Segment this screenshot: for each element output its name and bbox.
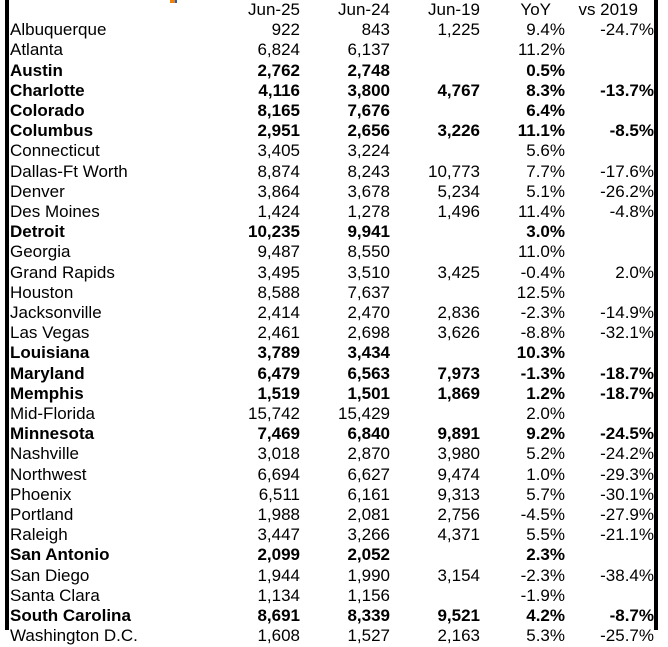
table-row (10, 364, 654, 384)
cell-vs-2019 (565, 61, 654, 81)
table-body (10, 20, 654, 646)
table-row (10, 20, 654, 40)
cell-yoy: 5.2% (526, 444, 565, 464)
table-row (10, 404, 654, 424)
metrics-table (10, 0, 654, 647)
cell-yoy: 11.4% (518, 202, 565, 222)
cell-vs-2019: -13.7% (600, 80, 654, 100)
cell-yoy: 0.5% (526, 60, 565, 80)
cell-jun-19: 10,773 (428, 161, 480, 181)
cell-vs-2019 (565, 283, 654, 303)
cell-jun-19: 9,474 (437, 464, 480, 484)
cell-vs-2019: -21.1% (600, 525, 654, 545)
table-row (10, 465, 654, 485)
cell-market: Connecticut (10, 141, 100, 161)
cell-vs-2019: -27.9% (600, 505, 654, 525)
cell-yoy: -2.3% (520, 565, 565, 585)
cell-market: Louisiana (10, 343, 90, 363)
cell-jun-19: 3,226 (437, 121, 480, 141)
cell-jun-24: 6,627 (347, 464, 390, 484)
cell-vs-2019 (565, 343, 654, 363)
cell-jun-24: 1,501 (347, 383, 390, 403)
table-row (10, 525, 654, 545)
cell-yoy: 12.5% (516, 282, 565, 302)
cell-vs-2019 (565, 101, 654, 121)
table-row (10, 566, 654, 586)
cell-jun-24: 3,678 (347, 181, 390, 201)
table-row (10, 121, 654, 141)
cell-jun-24: 7,676 (347, 101, 390, 121)
cell-vs-2019: -14.9% (600, 303, 654, 323)
cell-jun-19 (390, 283, 480, 303)
cell-jun-24: 6,137 (347, 40, 390, 60)
cell-jun-24: 843 (361, 20, 390, 40)
cell-market: Albuquerque (10, 20, 107, 40)
cell-vs-2019 (565, 40, 654, 60)
cell-jun-24: 6,161 (347, 484, 390, 504)
cell-vs-2019 (565, 222, 654, 242)
cell-jun-24: 8,243 (347, 161, 390, 181)
cell-jun-24: 1,990 (347, 565, 390, 585)
cell-jun-25: 2,414 (257, 303, 300, 323)
cell-jun-24: 1,156 (347, 585, 390, 605)
cell-market: Nashville (10, 444, 79, 464)
cell-jun-24: 2,698 (347, 323, 390, 343)
cell-jun-25: 3,495 (257, 262, 300, 282)
table-row (10, 162, 654, 182)
cell-market: San Antonio (10, 545, 110, 565)
cell-jun-24: 3,266 (347, 525, 390, 545)
cell-jun-19 (390, 222, 480, 242)
cell-jun-19: 1,496 (437, 202, 480, 222)
cell-yoy: 11.2% (518, 40, 565, 60)
cell-market: Atlanta (10, 40, 63, 60)
cell-yoy: 2.3% (526, 545, 565, 565)
cell-jun-25: 10,235 (248, 222, 300, 242)
column-header-jun-24: Jun-24 (338, 0, 390, 19)
table-row (10, 303, 654, 323)
cell-vs-2019: -17.6% (600, 161, 654, 181)
cell-jun-24: 1,278 (347, 202, 390, 222)
cell-vs-2019: -24.2% (600, 444, 654, 464)
cell-jun-25: 1,134 (257, 585, 300, 605)
cell-yoy: 9.2% (526, 424, 565, 444)
table-header (10, 0, 654, 20)
cell-jun-25: 8,588 (257, 282, 300, 302)
cell-jun-19: 3,154 (437, 565, 480, 585)
cell-market: Columbus (10, 121, 94, 141)
table-row (10, 141, 654, 161)
cell-jun-24: 9,941 (347, 222, 390, 242)
table-row (10, 424, 654, 444)
cell-yoy: 9.4% (526, 20, 565, 40)
cell-jun-25: 4,116 (258, 80, 300, 100)
cell-market: Dallas-Ft Worth (10, 161, 128, 181)
cell-yoy: -0.4% (520, 262, 565, 282)
cell-vs-2019: -26.2% (600, 181, 654, 201)
cell-jun-24: 3,224 (347, 141, 390, 161)
cell-yoy: 11.0% (518, 242, 565, 262)
cell-jun-25: 2,461 (257, 323, 300, 343)
cell-jun-25: 15,742 (248, 404, 300, 424)
cell-jun-24: 8,339 (347, 606, 390, 626)
cell-market: Raleigh (10, 525, 68, 545)
cell-vs-2019 (565, 141, 654, 161)
cell-vs-2019: -24.7% (600, 20, 654, 40)
cell-vs-2019 (565, 545, 654, 565)
cell-jun-24: 2,081 (347, 505, 390, 525)
cell-market: Maryland (10, 363, 85, 383)
cell-jun-25: 8,165 (257, 101, 300, 121)
cell-vs-2019: 2.0% (615, 262, 654, 282)
cell-vs-2019: -38.4% (600, 565, 654, 585)
cell-jun-24: 2,748 (347, 60, 390, 80)
cell-jun-24: 3,434 (347, 343, 390, 363)
cell-vs-2019: -8.7% (609, 606, 654, 626)
cell-market: Houston (10, 282, 74, 302)
table-row (10, 61, 654, 81)
data-table-container (10, 0, 654, 646)
cell-jun-24: 2,052 (347, 545, 390, 565)
cell-market: Washington D.C. (10, 626, 138, 646)
table-row (10, 323, 654, 343)
cell-vs-2019 (565, 404, 654, 424)
cell-yoy: 2.0% (526, 404, 565, 424)
cell-jun-25: 1,424 (257, 202, 300, 222)
cell-vs-2019: -4.8% (609, 202, 654, 222)
cell-jun-24: 7,637 (347, 282, 390, 302)
cell-vs-2019: -32.1% (600, 323, 654, 343)
cell-yoy: -8.8% (520, 323, 565, 343)
cell-jun-19 (390, 545, 480, 565)
cell-jun-25: 3,018 (257, 444, 300, 464)
table-row (10, 586, 654, 606)
table-row (10, 222, 654, 242)
cell-jun-19: 9,313 (437, 484, 480, 504)
cell-vs-2019: -25.7% (600, 626, 654, 646)
cell-jun-19: 1,869 (437, 383, 480, 403)
cell-jun-19: 3,425 (437, 262, 480, 282)
cell-jun-25: 3,447 (257, 525, 300, 545)
cell-jun-25: 8,691 (257, 606, 300, 626)
cell-jun-19: 9,521 (437, 606, 480, 626)
cell-yoy: -2.3% (520, 303, 565, 323)
table-row (10, 81, 654, 101)
table-row (10, 626, 654, 646)
cell-jun-25: 1,608 (257, 626, 300, 646)
cell-jun-25: 8,874 (257, 161, 300, 181)
cell-yoy: 5.6% (526, 141, 565, 161)
cell-yoy: 4.2% (526, 606, 565, 626)
cell-jun-25: 1,988 (257, 505, 300, 525)
cell-market: San Diego (10, 565, 90, 585)
cell-vs-2019: -8.5% (609, 121, 654, 141)
table-header-row (10, 0, 654, 20)
cell-market: Grand Rapids (10, 262, 115, 282)
cell-jun-19 (390, 586, 480, 606)
table-row (10, 40, 654, 60)
slide-frame-border-right (654, 0, 658, 630)
cell-jun-19: 1,225 (437, 20, 480, 40)
cell-market: South Carolina (10, 606, 131, 626)
cell-jun-25: 6,479 (257, 363, 300, 383)
table-row (10, 202, 654, 222)
cell-yoy: -1.3% (520, 363, 565, 383)
column-header-vs-2019: vs 2019 (578, 0, 638, 19)
cell-jun-25: 1,944 (257, 565, 300, 585)
cell-yoy: 1.0% (526, 464, 565, 484)
cell-jun-19: 2,756 (437, 505, 480, 525)
cell-jun-25: 3,789 (257, 343, 300, 363)
cell-jun-25: 922 (271, 20, 300, 40)
table-row (10, 545, 654, 565)
slide-frame-border-left (5, 0, 9, 630)
table-row (10, 242, 654, 262)
cell-yoy: -4.5% (520, 505, 565, 525)
column-header-jun-25: Jun-25 (248, 0, 300, 19)
cell-vs-2019 (565, 586, 654, 606)
cell-jun-19: 3,626 (437, 323, 480, 343)
cell-market: Phoenix (10, 484, 72, 504)
cell-jun-25: 6,824 (257, 40, 300, 60)
cell-jun-24: 8,550 (347, 242, 390, 262)
cell-market: Jacksonville (10, 303, 102, 323)
cell-yoy: 10.3% (516, 343, 565, 363)
column-header-yoy: YoY (520, 0, 551, 19)
cell-jun-24: 2,870 (347, 444, 390, 464)
cell-jun-19: 9,891 (437, 424, 480, 444)
cell-jun-25: 3,405 (257, 141, 300, 161)
cell-jun-19 (390, 40, 480, 60)
cell-yoy: 5.1% (526, 181, 565, 201)
cell-market: Northwest (10, 464, 87, 484)
cell-jun-19: 5,234 (437, 181, 480, 201)
cell-jun-25: 2,951 (257, 121, 300, 141)
cell-market: Memphis (10, 383, 84, 403)
cell-market: Colorado (10, 101, 85, 121)
cell-market: Las Vegas (10, 323, 90, 343)
cell-jun-19: 2,163 (437, 626, 480, 646)
cell-jun-25: 6,511 (258, 484, 300, 504)
cell-yoy: 3.0% (526, 222, 565, 242)
table-row (10, 182, 654, 202)
table-row (10, 384, 654, 404)
cell-vs-2019: -30.1% (600, 484, 654, 504)
cell-yoy: 6.4% (526, 101, 565, 121)
table-row (10, 283, 654, 303)
cell-jun-19 (390, 242, 480, 262)
cell-vs-2019: -29.3% (600, 464, 654, 484)
cell-yoy: -1.9% (520, 585, 565, 605)
table-row (10, 606, 654, 626)
cell-yoy: 11.1% (517, 121, 565, 141)
table-row (10, 343, 654, 363)
cell-jun-24: 6,563 (347, 363, 390, 383)
table-row (10, 485, 654, 505)
cell-jun-19 (390, 101, 480, 121)
cell-jun-24: 3,510 (347, 262, 390, 282)
cell-jun-19: 4,767 (437, 80, 480, 100)
cell-jun-25: 3,864 (257, 181, 300, 201)
cell-yoy: 5.5% (526, 525, 565, 545)
column-header-market (10, 0, 210, 20)
column-header-jun-19: Jun-19 (428, 0, 480, 19)
cell-jun-24: 15,429 (338, 404, 390, 424)
cell-yoy: 7.7% (526, 161, 565, 181)
cell-market: Mid-Florida (10, 404, 96, 424)
cell-market: Detroit (10, 222, 65, 242)
cell-market: Minnesota (10, 424, 95, 444)
cell-yoy: 8.3% (526, 80, 565, 100)
cell-jun-24: 2,470 (347, 303, 390, 323)
cell-jun-25: 2,762 (257, 60, 300, 80)
cell-market: Charlotte (10, 80, 85, 100)
table-row (10, 505, 654, 525)
cell-market: Georgia (10, 242, 71, 262)
cell-yoy: 5.7% (526, 484, 565, 504)
cell-jun-24: 6,840 (347, 424, 390, 444)
cell-jun-25: 9,487 (257, 242, 300, 262)
cell-vs-2019 (565, 242, 654, 262)
cell-jun-24: 2,656 (347, 121, 390, 141)
cell-jun-25: 6,694 (257, 464, 300, 484)
cell-yoy: 5.3% (526, 626, 565, 646)
cell-jun-19: 4,371 (437, 525, 480, 545)
cell-market: Santa Clara (10, 585, 100, 605)
table-row (10, 263, 654, 283)
cell-jun-25: 2,099 (257, 545, 300, 565)
cell-market: Denver (10, 181, 65, 201)
cell-vs-2019: -18.7% (600, 363, 654, 383)
cell-jun-24: 3,800 (347, 80, 390, 100)
cell-jun-19: 2,836 (437, 303, 480, 323)
cell-jun-19 (390, 141, 480, 161)
cell-jun-19 (390, 404, 480, 424)
cell-jun-19 (390, 61, 480, 81)
cell-vs-2019: -24.5% (600, 424, 654, 444)
cell-jun-19: 3,980 (437, 444, 480, 464)
cell-vs-2019: -18.7% (600, 383, 654, 403)
cell-yoy: 1.2% (526, 383, 565, 403)
table-row (10, 444, 654, 464)
cell-jun-25: 1,519 (257, 383, 300, 403)
cell-market: Portland (10, 505, 74, 525)
cell-jun-19 (390, 343, 480, 363)
cell-market: Austin (10, 60, 63, 80)
cell-jun-25: 7,469 (257, 424, 300, 444)
cell-jun-24: 1,527 (347, 626, 390, 646)
cell-jun-19: 7,973 (437, 363, 480, 383)
table-row (10, 101, 654, 121)
cell-market: Des Moines (10, 202, 100, 222)
